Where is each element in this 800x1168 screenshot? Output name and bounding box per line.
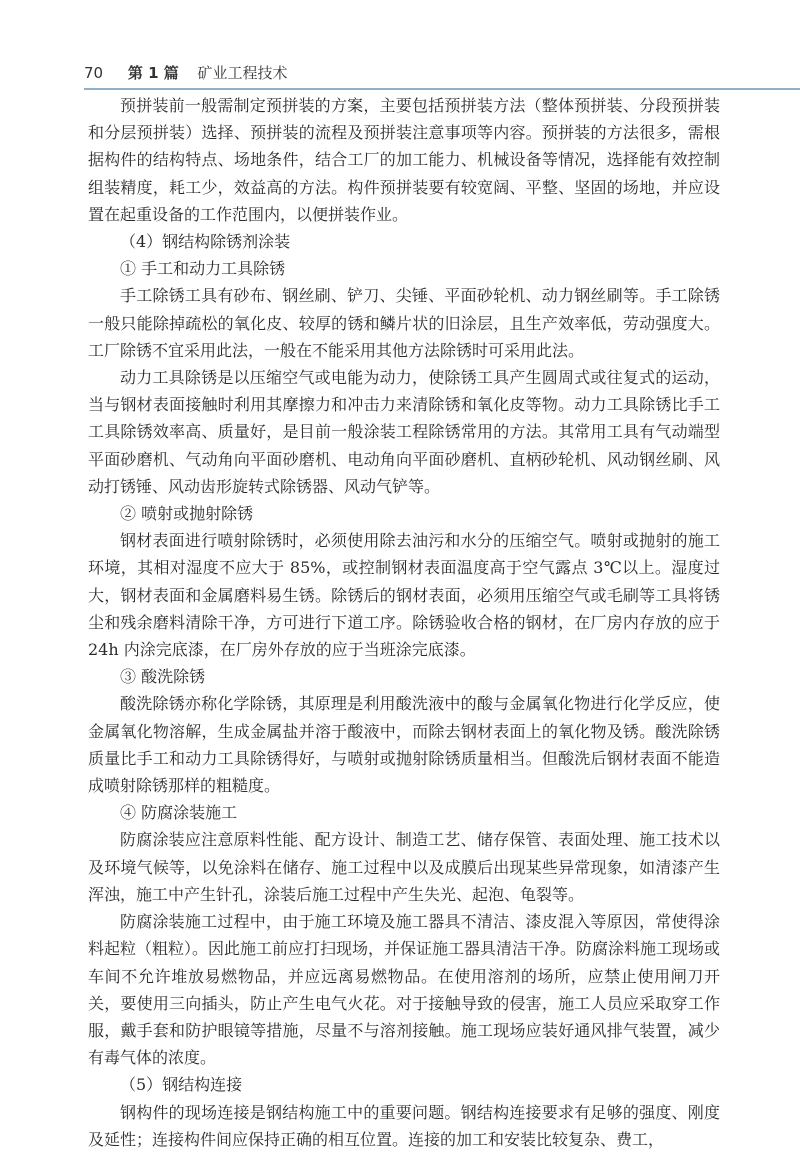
page-number: 70 bbox=[84, 64, 104, 82]
running-title: 矿业工程技术 bbox=[197, 64, 288, 82]
header-divider bbox=[84, 88, 800, 90]
paragraph-power-tool-derusting: 动力工具除锈是以压缩空气或电能为动力，使除锈工具产生圆周式或往复式的运动，当与钢材表面接触时利用其摩擦力和冲击力来清除锈和氧化皮等物。动力工具除锈比手工工具除锈效率高、质量好，是目前一般涂装工程除锈常用的方法。其常用工具有气动端型平面砂磨机、气动角向平面砂磨机、电动角向平面砂磨机、直柄砂轮机、风动钢丝刷、风动打锈锤、风动齿形旋转式除锈器、风动气铲等。 bbox=[88, 368, 720, 496]
paragraph-pickling: 酸洗除锈亦称化学除锈，其原理是利用酸洗液中的酸与金属氧化物进行化学反应，使金属氧化物溶解，生成金属盐并溶于酸液中，而除去钢材表面上的氧化物及锈。酸洗除锈质量比手工和动力工具除锈得好，与喷射或抛射除锈质量相当。但酸洗后钢材表面不能造成喷射除锈那样的粗糙度。 bbox=[88, 694, 720, 796]
paragraph-connection: 钢构件的现场连接是钢结构施工中的重要问题。钢结构连接要求有足够的强度、刚度及延性；连接构件间应保持正确的相互位置。连接的加工和安装比较复杂、费工， bbox=[88, 1102, 720, 1149]
subheading-3: ③ 酸洗除锈 bbox=[120, 667, 206, 687]
running-header bbox=[84, 62, 288, 86]
subheading-2: ② 喷射或抛射除锈 bbox=[120, 504, 254, 524]
subheading-4: ④ 防腐涂装施工 bbox=[120, 803, 238, 823]
part-label: 第 1 篇 bbox=[127, 64, 179, 82]
paragraph-coating-2: 防腐涂装施工过程中，由于施工环境及施工器具不清洁、漆皮混入等原因，常使得涂料起粒（粗粒）。因此施工前应打扫现场，并保证施工器具清洁干净。防腐涂料施工现场或车间不允许堆放易燃物品，并应远离易燃物品。在使用溶剂的场所，应禁止使用闸刀开关，要使用三向插头，防止产生电气火花。对于接触导致的侵害，施工人员应采取穿工作服，戴手套和防护眼镜等措施，尽量不与溶剂接触。施工现场应装好通风排气装置，减少有毒气体的浓度。 bbox=[88, 912, 721, 1068]
section-heading-4: （4）钢结构除锈剂涂装 bbox=[120, 232, 291, 252]
body-text bbox=[88, 92, 720, 1153]
paragraph-manual-derusting: 手工除锈工具有砂布、钢丝刷、铲刀、尖锤、平面砂轮机、动力钢丝刷等。手工除锈一般只能除掉疏松的氧化皮、较厚的锈和鳞片状的旧涂层，且生产效率低，劳动强度大。工厂除锈不宜采用此法，一般在不能采用其他方法除锈时可采用此法。 bbox=[88, 286, 720, 360]
subheading-1: ① 手工和动力工具除锈 bbox=[120, 259, 286, 279]
paragraph-preassembly: 预拼装前一般需制定预拼装的方案，主要包括预拼装方法（整体预拼装、分段预拼装和分层预拼装）选择、预拼装的流程及预拼装注意事项等内容。预拼装的方法很多，需根据构件的结构特点、场地条件，结合工厂的加工能力、机械设备等情况，选择能有效控制组装精度，耗工少，效益高的方法。构件预拼装要有较宽阔、平整、坚固的场地，并应设置在起重设备的工作范围内，以便拼装作业。 bbox=[88, 96, 720, 224]
paragraph-blasting: 钢材表面进行喷射除锈时，必须使用除去油污和水分的压缩空气。喷射或抛射的施工环境，其相对湿度不应大于 85%，或控制钢材表面温度高于空气露点 3℃以上。湿度过大，钢材表面和金属磨料易生锈。除锈后的钢材表面，必须用压缩空气或毛刷等工具将锈尘和残余磨料清除干净，方可进行下道工序。除锈验收合格的钢材，在厂房内存放的应于 24h 内涂完底漆，在厂房外存放的应于当班涂完底漆。 bbox=[88, 531, 720, 660]
section-heading-5: （5）钢结构连接 bbox=[120, 1075, 243, 1095]
paragraph-coating-1: 防腐涂装应注意原料性能、配方设计、制造工艺、储存保管、表面处理、施工技术以及环境气候等，以免涂料在储存、施工过程中以及成膜后出现某些异常现象，如清漆产生浑浊，施工中产生针孔，涂装后施工过程中产生失光、起泡、龟裂等。 bbox=[88, 830, 720, 904]
